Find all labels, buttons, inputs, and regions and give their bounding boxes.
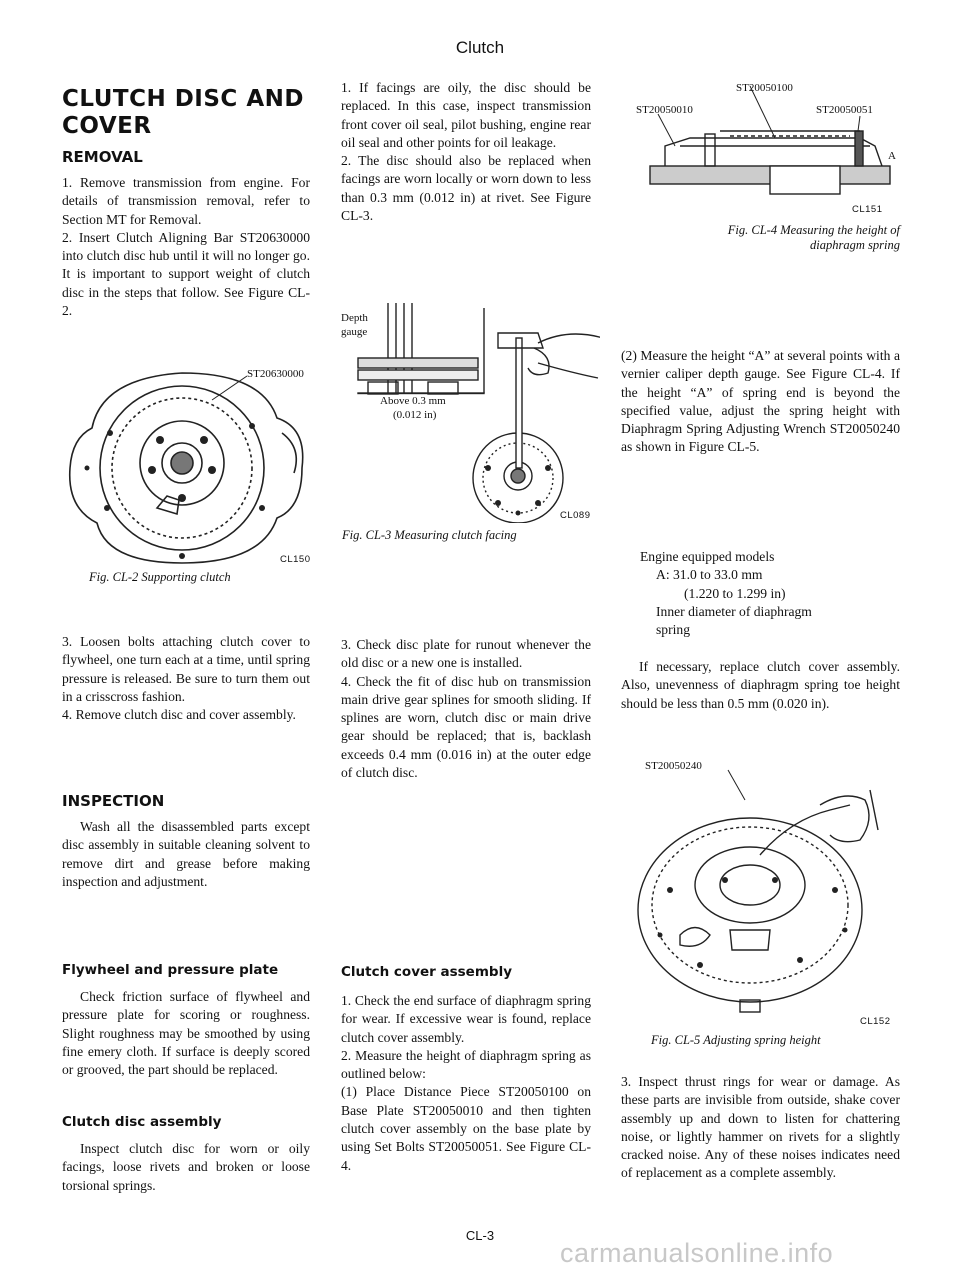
fig4-callout-right: ST20050051 — [816, 104, 873, 116]
cover-step-2-1: (1) Place Distance Piece ST20050100 on Base Plate ST20050010 and then tighten clutch cover assembly on the base plate by using Set Bolts ST20050051. See Figure CL-4. — [341, 1084, 591, 1173]
inspection-intro: Wash all the disassembled parts except disc assembly in suitable cleaning solvent to remove dirt and grease before making inspection and adjustment. — [62, 819, 310, 889]
fig4-caption — [650, 223, 900, 253]
removal-text — [62, 174, 310, 320]
figure-cl2 — [62, 358, 312, 588]
section-title-line2: COVER — [62, 113, 152, 139]
figure-cl3 — [338, 298, 600, 558]
figure-cl4 — [620, 76, 900, 286]
fig3-caption: Fig. CL-3 Measuring clutch facing — [342, 528, 517, 542]
fig4-callout-a: A — [888, 150, 896, 162]
inspect-step-2: 2. The disc should also be replaced when facings are worn locally or worn down to less than 0.3 mm (0.012 in) at rivet. See Figure CL-3. — [341, 153, 591, 224]
fig5-code: CL152 — [860, 1016, 891, 1027]
thrust-ring-text: 3. Inspect thrust rings for wear or damage. As these parts are invisible from outside, shake cover assembly up and down to listen for chattering noise, or lightly hammer on rivets for a slightly cracked noise. Any of these noises indicates need of replacement as a complete assembly. — [621, 1074, 900, 1181]
removal-step-1: 1. Remove transmission from engine. For details of transmission removal, refer to Section MT for Removal. — [62, 175, 310, 227]
inspect-step-3: 3. Check disc plate for runout whenever the old disc or a new one is installed. — [341, 637, 591, 671]
removal-text-2 — [62, 633, 310, 724]
cover-step-1: 1. Check the end surface of diaphragm spring for wear. If excessive wear is found, replace clutch cover assembly. — [341, 993, 591, 1045]
replace-text: If necessary, replace clutch cover assembly. Also, unevenness of diaphragm spring toe height should be less than 0.5 mm (0.020 in). — [621, 659, 900, 711]
removal-step-4: 4. Remove clutch disc and cover assembly. — [62, 707, 296, 723]
fig2-code: CL150 — [280, 554, 311, 565]
clutch-facing-illustration — [338, 298, 600, 523]
fig2-callout: ST20630000 — [247, 368, 304, 380]
removal-step-2: 2. Insert Clutch Aligning Bar ST20630000 into clutch disc hub until it will no longer go. It is important to support weight of clutch disc in the steps that follow. See Figure CL-2. — [62, 229, 310, 319]
flywheel-text: Check friction surface of flywheel and pressure plate for scoring or roughness. Slight roughness may be smoothed by using fine emery cloth. If surface is deeply scored or grooved, the part should be replaced. — [62, 989, 310, 1078]
fig4-code: CL151 — [852, 204, 883, 215]
fig3-label-above: Above 0.3 mm — [380, 395, 446, 407]
fig4-callout-left: ST20050010 — [636, 104, 693, 116]
inspection-heading: INSPECTION — [62, 792, 165, 810]
fig3-label-gauge: gauge — [341, 326, 368, 338]
fig4-callout-top: ST20050100 — [736, 82, 793, 94]
removal-step-3: 3. Loosen bolts attaching clutch cover to flywheel, one turn each at a time, until spring pressure is released. Be sure to turn them out in a crisscross fashion. — [62, 634, 310, 704]
clutch-support-illustration — [62, 358, 312, 573]
fig2-caption: Fig. CL-2 Supporting clutch — [89, 570, 231, 584]
spring-adjust-illustration — [620, 760, 900, 1015]
measure-text: (2) Measure the height “A” at several points with a vernier caliper depth gauge. See Figure CL-4. If the height “A” of spring end is beyond the specified value, adjust the spring height with Diaphragm Spring Adjusting Wrench ST20050240 as shown in Figure CL-5. — [621, 348, 900, 455]
disc-text: Inspect clutch disc for worn or oily facings, loose rivets and broken or loose torsional springs. — [62, 1141, 310, 1193]
removal-heading: REMOVAL — [62, 148, 143, 166]
disc-heading: Clutch disc assembly — [62, 1114, 222, 1130]
fig4-caption-line1: Fig. CL-4 Measuring the height of — [727, 223, 900, 237]
inspect-step-1: 1. If facings are oily, the disc should be replaced. In this case, inspect transmission front cover oil seal, pilot bushing, engine rear oil seal and other points for oil leakage. — [341, 80, 591, 150]
inspection-continued — [341, 79, 591, 225]
fig5-caption: Fig. CL-5 Adjusting spring height — [651, 1033, 821, 1047]
fig3-label-in: (0.012 in) — [393, 409, 437, 421]
fig3-code: CL089 — [560, 510, 591, 521]
spec-line-5: spring — [656, 622, 690, 638]
section-title — [62, 86, 304, 140]
watermark: carmanualsonline.info — [560, 1238, 834, 1268]
spec-line-3: (1.220 to 1.299 in) — [684, 585, 786, 601]
cover-step-2: 2. Measure the height of diaphragm spring as outlined below: — [341, 1047, 591, 1082]
fig5-callout: ST20050240 — [645, 760, 702, 772]
fig3-label-depth: Depth — [341, 312, 368, 324]
cover-text — [341, 992, 591, 1175]
flywheel-heading: Flywheel and pressure plate — [62, 962, 279, 978]
diaphragm-height-illustration — [620, 76, 900, 216]
spec-line-1: Engine equipped models — [640, 549, 775, 564]
inspect-step-4: 4. Check the fit of disc hub on transmission main drive gear splines for smooth sliding. If splines are worn, clutch disc or main drive gear should be replaced; that is, backlash exceeds 0.4 mm (0.016 in) at the outer edge of clutch disc. — [341, 673, 591, 781]
fig4-caption-line2: diaphragm spring — [810, 238, 900, 252]
section-title-line1: CLUTCH DISC AND — [62, 86, 304, 112]
figure-cl5 — [620, 760, 900, 1060]
spec-line-2: A: 31.0 to 33.0 mm — [656, 567, 763, 583]
spec-line-4: Inner diameter of diaphragm — [656, 603, 812, 619]
page-header: Clutch — [455, 38, 505, 57]
inspection-steps-3-4 — [341, 636, 591, 782]
spec-block — [640, 548, 900, 639]
cover-heading: Clutch cover assembly — [341, 964, 512, 980]
page-number: CL-3 — [465, 1228, 495, 1243]
